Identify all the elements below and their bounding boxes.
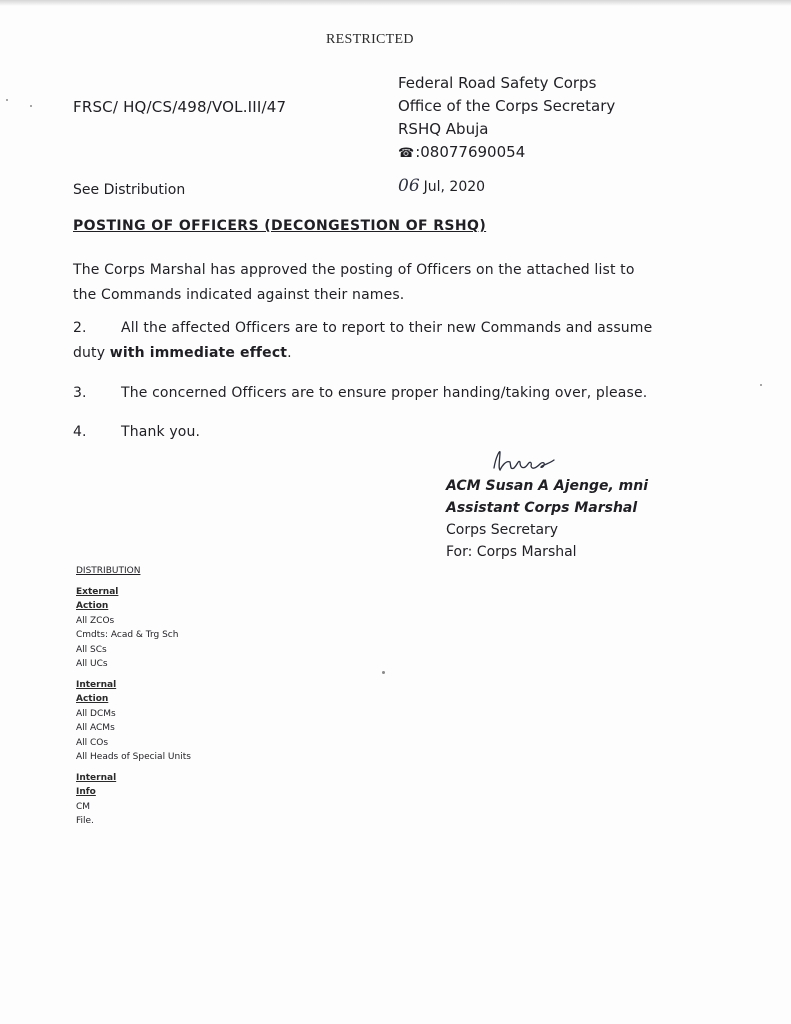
address-line-org: Federal Road Safety Corps: [398, 74, 597, 92]
paragraph-3: [73, 381, 647, 406]
external-heading: External: [76, 586, 119, 597]
internal-info-heading: Internal: [76, 772, 117, 783]
reference-number: FRSC/ HQ/CS/498/VOL.III/47: [73, 98, 287, 116]
paragraph-1-line-2: the Commands indicated against their names.: [73, 287, 405, 303]
paragraph-2: [73, 316, 652, 366]
list-item: All DCMs: [76, 708, 116, 719]
scan-speck: [760, 384, 762, 386]
sender-address: [398, 72, 615, 165]
signatory-rank: Assistant Corps Marshal: [446, 500, 638, 516]
paragraph-1: [73, 258, 635, 308]
signatory-for: For: Corps Marshal: [446, 544, 577, 560]
scan-speck: [30, 105, 32, 107]
paragraph-4-number: 4.: [73, 424, 87, 440]
telephone-icon: ☎: [398, 146, 415, 161]
scan-speck: [6, 99, 8, 101]
external-action-heading: Action: [76, 601, 109, 611]
distribution-title: DISTRIBUTION: [76, 566, 141, 576]
paragraph-2-line-1: [73, 316, 652, 341]
paragraph-2-text: All the affected Officers are to report to their new Commands and assume: [121, 320, 653, 336]
paragraph-1-line-1: The Corps Marshal has approved the posting of Officers on the attached list to: [73, 262, 635, 278]
date-day-handwritten: 06: [398, 176, 420, 196]
distribution-list: [76, 564, 191, 829]
list-item: CM: [76, 801, 91, 812]
internal-heading: Internal: [76, 679, 117, 690]
paragraph-2-text-a: duty: [73, 345, 110, 361]
list-item: All UCs: [76, 659, 108, 669]
list-item: Cmdts: Acad & Trg Sch: [76, 630, 179, 640]
list-item: All COs: [76, 737, 109, 748]
addressee: See Distribution: [73, 182, 186, 198]
paragraph-2-line-2: [73, 341, 652, 366]
list-item: All SCs: [76, 644, 107, 655]
list-item: All Heads of Special Units: [76, 752, 191, 762]
scan-edge: [0, 0, 791, 6]
paragraph-2-text-c: .: [287, 345, 292, 361]
paragraph-2-number: 2.: [73, 320, 87, 336]
list-item: File.: [76, 816, 94, 826]
signature-block: [446, 475, 648, 563]
signatory-name: ACM Susan A Ajenge, mni: [446, 478, 649, 494]
internal-action-heading: Action: [76, 694, 109, 704]
address-line-office: Office of the Corps Secretary: [398, 97, 616, 115]
paragraph-3-text: The concerned Officers are to ensure proper handing/taking over, please.: [121, 385, 648, 401]
address-line-city: RSHQ Abuja: [398, 120, 489, 138]
paragraph-2-emphasis: with immediate effect: [109, 345, 288, 361]
paragraph-3-number: 3.: [73, 385, 87, 401]
list-item: All ZCOs: [76, 615, 115, 626]
phone-number: :08077690054: [415, 143, 526, 161]
letter-date: [398, 176, 485, 196]
date-month-year: Jul, 2020: [423, 179, 486, 195]
scan-speck: [382, 671, 385, 674]
paragraph-4: [73, 420, 200, 445]
classification-label: RESTRICTED: [326, 32, 414, 47]
paragraph-4-text: Thank you.: [121, 424, 201, 440]
handwritten-signature: [488, 446, 560, 478]
subject-heading: POSTING OF OFFICERS (DECONGESTION OF RSHQ): [73, 218, 487, 234]
list-item: All ACMs: [76, 723, 115, 733]
address-line-phone: [398, 141, 615, 165]
info-heading: Info: [76, 787, 96, 797]
signatory-title: Corps Secretary: [446, 522, 559, 538]
